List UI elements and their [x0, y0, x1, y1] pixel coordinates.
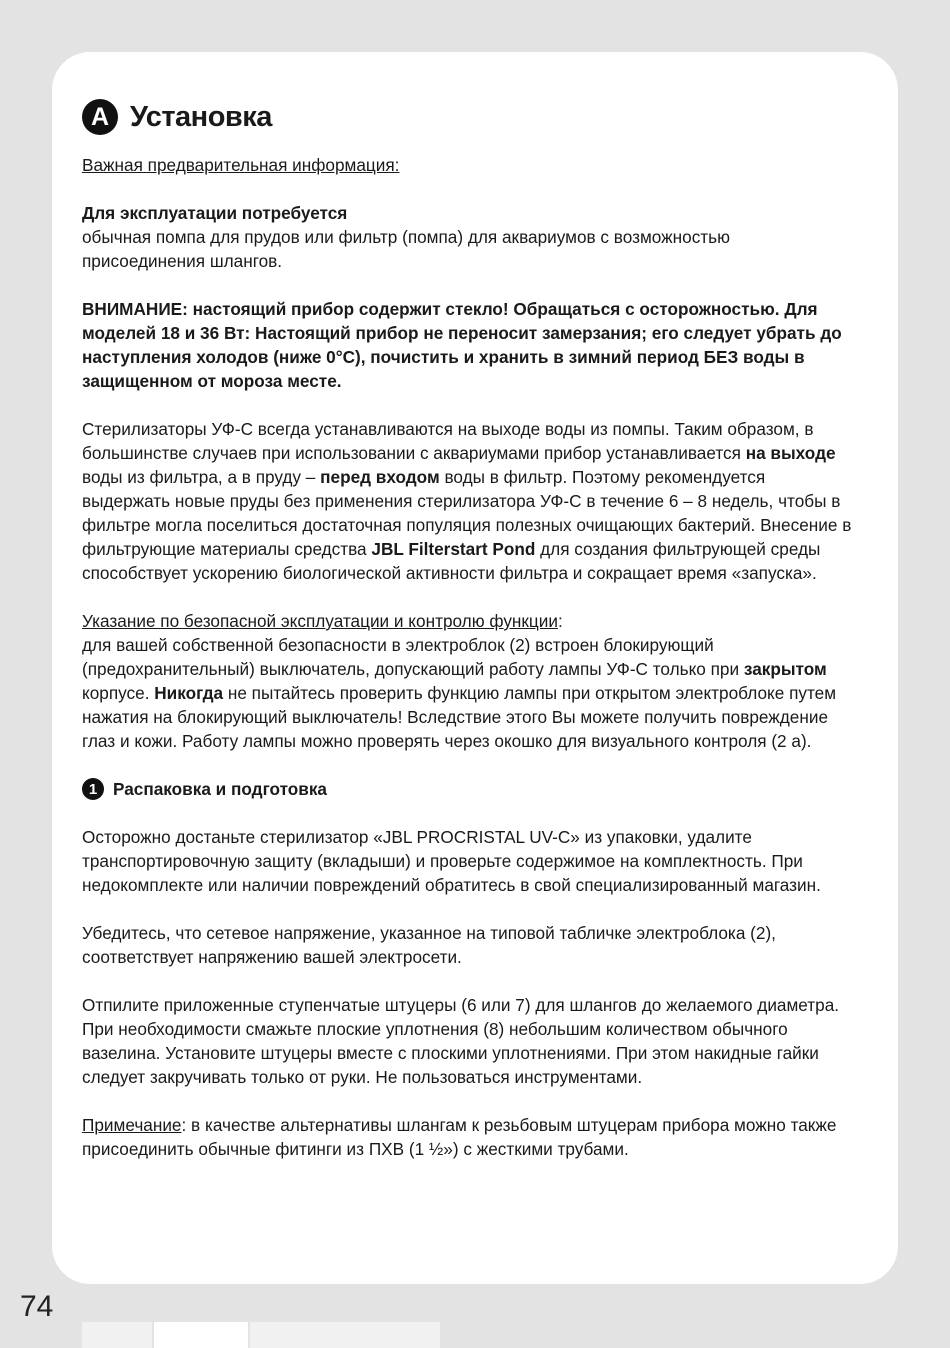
safety-bold-1: закрытом — [743, 659, 827, 679]
installation-bold-1: на выходе — [745, 443, 836, 463]
step-heading — [82, 777, 852, 801]
installation-bold-3: JBL Filterstart Pond — [371, 539, 536, 559]
intro-note — [82, 153, 852, 177]
installation-paragraph — [82, 417, 852, 585]
footer-strip — [82, 1322, 152, 1348]
intro-note-text: Важная предварительная информация: — [82, 155, 400, 175]
installation-text-4: для создания фильтрующей среды способствует ускорению биологической активности фильтра и сокращает время «запуска». — [82, 539, 821, 583]
requirements-paragraph — [82, 201, 852, 273]
installation-text-1: Стерилизаторы УФ-С всегда устанавливаются на выходе воды из помпы. Таким образом, в большинстве случаев при использовании с аквариумами прибор устанавливается — [82, 419, 814, 463]
safety-paragraph — [82, 609, 852, 753]
installation-bold-2: перед входом — [320, 467, 440, 487]
step-number-badge: 1 — [82, 778, 104, 800]
safety-heading: Указание по безопасной эксплуатации и контролю функции — [82, 611, 558, 631]
requirements-text: обычная помпа для прудов или фильтр (помпа) для аквариумов с возможностью присоединения шлангов. — [82, 227, 731, 271]
unpacking-paragraph: Осторожно достаньте стерилизатор «JBL PROCRISTAL UV-C» из упаковки, удалите транспортировочную защиту (вкладыши) и проверьте содержимое на комплектность. При недокомплекте или наличии повреждений обратитесь в свой специализированный магазин. — [82, 827, 821, 895]
installation-text-2: воды из фильтра, а в пруду – — [82, 467, 321, 487]
page-card — [52, 52, 898, 1284]
safety-heading-colon: : — [557, 611, 563, 631]
section-title: Установка — [130, 100, 272, 133]
step-title: Распаковка и подготовка — [113, 778, 327, 799]
installation-text-3: воды в фильтр. Поэтому рекомендуется выдержать новые пруды без применения стерилизатора УФ-С в течение 6 – 8 недель, чтобы в фильтре могла поселиться достаточная популяция полезных очищающих бактерий. Внесение в фильтрующие материалы средства — [82, 467, 852, 559]
page-content — [82, 98, 852, 1185]
note-text: : в качестве альтернативы шлангам к резьбовым штуцерам прибора можно также присоединить обычные фитинги из ПХВ (1 ½») с жесткими трубами. — [82, 1115, 837, 1159]
footer-strip — [154, 1322, 248, 1348]
footer-strip — [250, 1322, 440, 1348]
safety-text-2: корпусе. — [82, 683, 155, 703]
voltage-paragraph: Убедитесь, что сетевое напряжение, указанное на типовой табличке электроблока (2), соответствует напряжению вашей электросети. — [82, 923, 776, 967]
safety-bold-2: Никогда — [154, 683, 224, 703]
page-number: 74 — [20, 1290, 54, 1323]
note-paragraph — [82, 1113, 852, 1161]
requirements-heading: Для эксплуатации потребуется — [82, 203, 348, 223]
safety-text-1: для вашей собственной безопасности в электроблок (2) встроен блокирующий (предохранительный) выключатель, допускающий работу лампы УФ-С только при — [82, 635, 744, 679]
fittings-paragraph: Отпилите приложенные ступенчатые штуцеры (6 или 7) для шлангов до желаемого диаметра. При необходимости смажьте плоские уплотнения (8) небольшим количеством обычного вазелина. Установите штуцеры вместе с плоскими уплотнениями. При этом накидные гайки следует закручивать только от руки. Не пользоваться инструментами. — [82, 995, 840, 1087]
safety-text-3: не пытайтесь проверить функцию лампы при открытом электроблоке путем нажатия на блокирующий выключатель! Вследствие этого Вы можете получить повреждение глаз и кожи. Работу лампы можно проверять через окошко для визуального контроля (2 a). — [82, 683, 837, 751]
warning-paragraph: ВНИМАНИЕ: настоящий прибор содержит стекло! Обращаться с осторожностью. Для моделей 18 и 36 Вт: Настоящий прибор не переносит замерзания; его следует убрать до наступления холодов (ниже 0°C), почистить и хранить в зимний период БЕЗ воды в защищенном от мороза месте. — [82, 299, 842, 391]
note-label: Примечание — [82, 1115, 182, 1135]
section-heading — [82, 98, 852, 136]
section-letter-badge: A — [82, 99, 118, 135]
